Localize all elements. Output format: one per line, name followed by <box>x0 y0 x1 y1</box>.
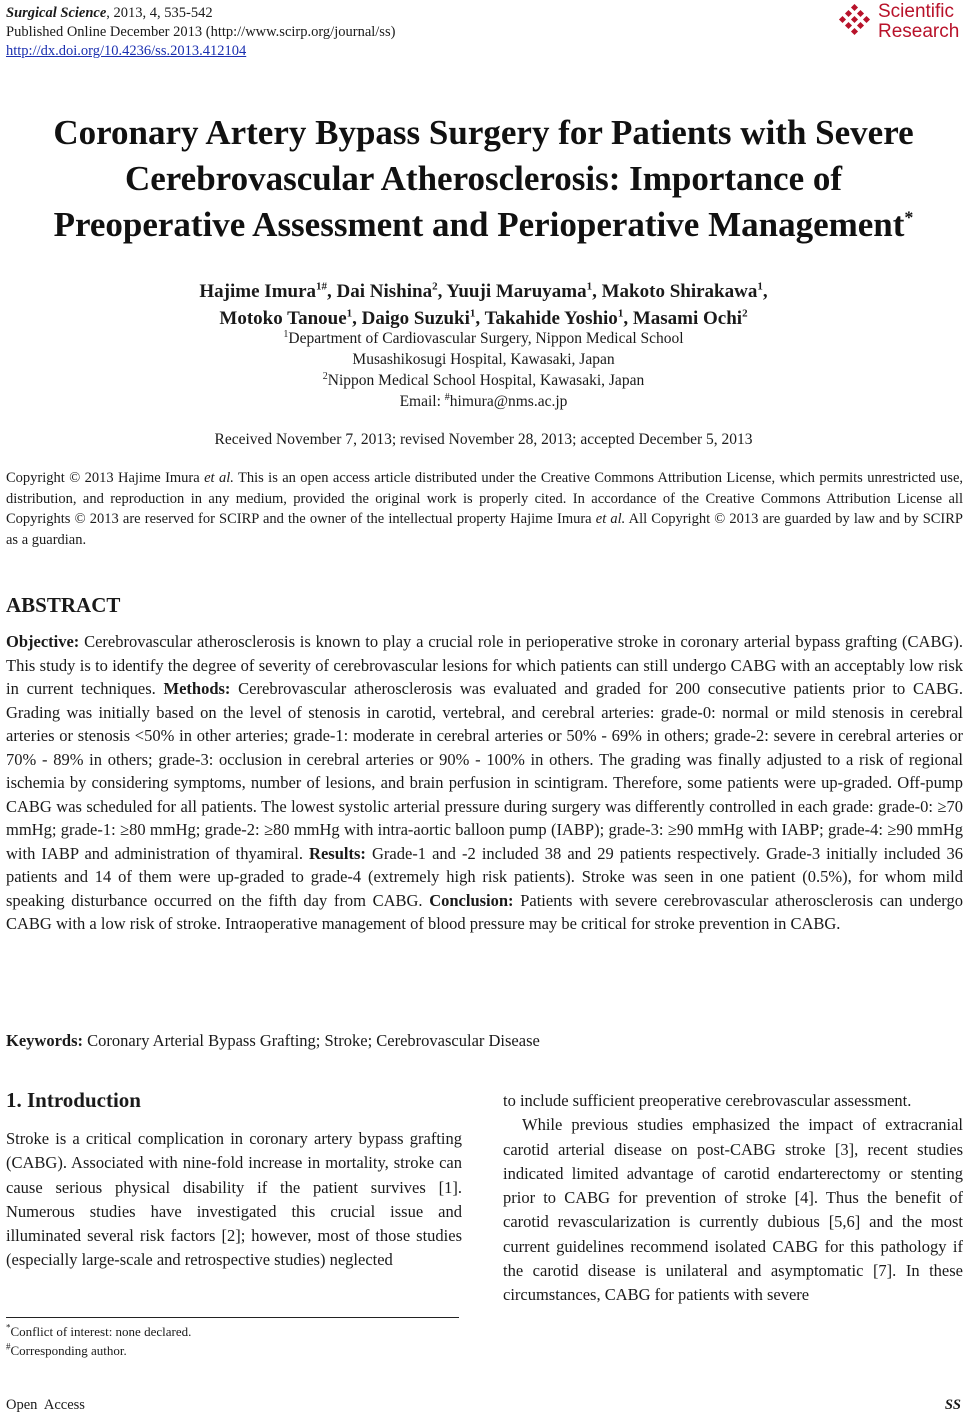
copyright-text-2: This is an open access article distributed under the Creative Commons Attribution License, which permits unrestricted use, distribution, and reproduction in any medium, provided the original work is properly cited. In accordance of the Creative Commons Attribution License all Copyrights © 2013 are reserved for SCIRP and the owner of the intellectual property Hajime Imura <box>6 470 963 527</box>
affiliation-1: Department of Cardiovascular Surgery, Nippon Medical School <box>288 330 684 347</box>
author-name: Yuuji Maruyama <box>446 281 587 302</box>
author-affiliation-mark: 2 <box>742 307 748 320</box>
publisher-name <box>878 2 959 42</box>
conclusion-label: Conclusion: <box>429 890 514 910</box>
author-separator: , <box>762 281 768 302</box>
keywords <box>6 1031 540 1051</box>
footnote-conflict <box>6 1323 191 1340</box>
intro-right-paragraph-1: to include sufficient preoperative cerebrovascular assessment. <box>503 1091 912 1110</box>
publication-line: Published Online December 2013 (http://www.scirp.org/journal/ss) <box>6 24 396 40</box>
results-text: Grade-1 and -2 included 38 and 29 patients respectively. Grade-3 initially included 36 patients and 14 of them were up-graded to grade-4 (extremely high risk patients). Stroke was seen in one patient (0.5%), for whom mild speaking disturbance occurred on the fifth day from CABG. <box>6 843 963 910</box>
author-affiliation-mark: 1 <box>757 280 763 293</box>
received-dates: Received November 7, 2013; revised November 28, 2013; accepted December 5, 2013 <box>214 431 753 448</box>
affiliations <box>0 328 967 412</box>
conclusion-text: Patients with severe cerebrovascular atherosclerosis can undergo CABG with a low risk of stroke. Intraoperative management of blood pressure may be critical for stroke prevention in CABG. <box>6 890 963 933</box>
scirp-diamond-dots-logo-icon <box>838 4 872 38</box>
objective-text: Cerebrovascular atherosclerosis is known to play a crucial role in perioperative stroke in coronary arterial bypass grafting (CABG). This study is to identify the degree of severity of cerebrovascular lesions for which patients can still undergo CABG with an acceptably low risk in current techniques. <box>6 632 963 698</box>
results-label: Results: <box>309 843 366 863</box>
author-affiliation-mark: 1 <box>586 280 593 293</box>
copyright-text-3: All Copyright © 2013 are guarded by law and by SCIRP as a guardian. <box>6 511 963 548</box>
publisher-name-line1: Scientific <box>878 1 955 22</box>
author-name: Hajime Imura <box>199 281 317 302</box>
author-separator: , <box>592 281 602 302</box>
keywords-label: Keywords: <box>6 1031 83 1050</box>
copyright-etal-2: et al. <box>595 511 626 527</box>
footnote-divider <box>6 1317 459 1318</box>
footnote-corresponding-mark: # <box>6 1341 11 1352</box>
author-name: Makoto Shirakawa <box>601 281 758 302</box>
intro-left-column: Stroke is a critical complication in coronary artery bypass grafting (CABG). Associated with nine-fold increase in mortality, stroke can cause serious physical disability if the patient survives [1]. Numerous studies have investigated this crucial issue and illuminated several risk factors [2]; however, most of those studies (especially large-scale and retrospective studies) neglected <box>6 1129 462 1270</box>
article-title <box>0 110 967 248</box>
footnote-corresponding <box>6 1342 127 1359</box>
abstract-body <box>6 630 963 936</box>
copyright-etal-1: et al. <box>204 470 234 486</box>
title-line-1: Coronary Artery Bypass Surgery for Patients with Severe <box>53 113 914 152</box>
author-name: Daigo Suzuki <box>361 308 470 329</box>
abstract-heading: ABSTRACT <box>6 593 121 617</box>
intro-right-paragraph-2: While previous studies emphasized the impact of extracranial carotid arterial disease on post-CABG stroke [3], recent studies indicated limited advantage of carotid endarterectomy or stenting prior to CABG for prevention of stroke [4]. Thus the benefit of carotid revascularization is currently dubious [5,6] and the most current guidelines recommend isolated CABG for this pathology if the carotid disease is unilateral and asymptomatic [7]. In these circumstances, CABG for patients with severe <box>503 1115 963 1305</box>
footer-open-access: Open Access <box>6 1397 85 1413</box>
author-affiliation-mark: 1 <box>469 307 476 320</box>
title-line-2: Cerebrovascular Atherosclerosis: Importance of <box>124 159 843 198</box>
author-name: Dai Nishina <box>336 281 433 302</box>
objective-label: Objective: <box>6 632 80 651</box>
author-name: Motoko Tanoue <box>219 308 347 329</box>
section-heading-introduction: 1. Introduction <box>6 1088 141 1112</box>
affiliation-1-mark: 1 <box>283 328 289 340</box>
email-mark: # <box>444 391 450 403</box>
methods-label: Methods: <box>163 679 231 698</box>
author-name: Takahide Yoshio <box>484 308 618 329</box>
author-separator: , <box>475 308 485 329</box>
author-separator: , <box>437 281 447 302</box>
author-affiliation-mark: 1 <box>346 307 353 320</box>
journal-name: Surgical Science <box>6 5 107 21</box>
author-separator: , <box>623 308 633 329</box>
author-separator: , <box>352 308 362 329</box>
publisher-logo <box>838 0 963 44</box>
author-affiliation-mark: 1# <box>316 280 328 293</box>
footer-journal-abbrev: SS <box>944 1397 961 1413</box>
author-name: Masami Ochi <box>632 308 743 329</box>
affiliation-2-mark: 2 <box>322 370 328 382</box>
doi-link[interactable]: http://dx.doi.org/10.4236/ss.2013.412104 <box>6 43 247 59</box>
intro-right-column <box>503 1089 963 1308</box>
footnote-conflict-mark: * <box>6 1322 11 1333</box>
journal-header <box>6 4 395 61</box>
copyright-text-1: Copyright © 2013 Hajime Imura <box>6 470 205 486</box>
author-line-1 <box>0 278 967 305</box>
email-address[interactable]: himura@nms.ac.jp <box>449 393 568 410</box>
publisher-name-line2: Research <box>878 21 960 42</box>
methods-text: Cerebrovascular atherosclerosis was evaluated and graded for 200 consecutive patients prior to CABG. Grading was initially based on the level of stenosis in carotid, vertebral, and cerebral arteries: grade-0: normal or mild stenosis in cerebral arteries or stenosis <50% in other arteries; grade-1: moderate in cerebral arteries or 50% - 69% in others; grade-2: severe in cerebral arteries or 70% - 89% in others; grade-3: occlusion in cerebral arteries or 90% - 100% in others. The grading was finally adjusted to a risk of regional ischemia by considering symptoms, number of lesions, and brain perfusion in scintigram. Therefore, some patients were up-graded. Off-pump CABG was scheduled for all patients. The lowest systolic arterial pressure during surgery was differently controlled in each grade: grade-0: ≥70 mmHg; grade-1: ≥80 mmHg; grade-2: ≥80 mmHg with intra-aortic balloon pump (IABP); grade-3: ≥90 mmHg with IABP; grade-4: ≥90 mmHg with IABP and administration of thyamiral. <box>6 679 963 863</box>
affiliation-1-location: Musashikosugi Hospital, Kawasaki, Japan <box>352 351 615 368</box>
email-label: Email: <box>399 393 445 410</box>
affiliation-2: Nippon Medical School Hospital, Kawasaki, Japan <box>327 372 645 389</box>
author-separator: , <box>327 281 337 302</box>
title-footnote-mark: * <box>904 207 914 228</box>
author-affiliation-mark: 2 <box>432 280 438 293</box>
keywords-text: Coronary Arterial Bypass Grafting; Stroke; Cerebrovascular Disease <box>83 1031 540 1050</box>
footnote-conflict-text: Conflict of interest: none declared. <box>10 1324 192 1339</box>
title-line-3: Preoperative Assessment and Perioperative Management <box>53 205 905 244</box>
footnote-corresponding-text: Corresponding author. <box>10 1343 127 1358</box>
author-list <box>0 278 967 332</box>
author-affiliation-mark: 1 <box>617 307 624 320</box>
copyright-notice <box>6 468 963 550</box>
volume-info: , 2013, 4, 535-542 <box>106 5 213 21</box>
